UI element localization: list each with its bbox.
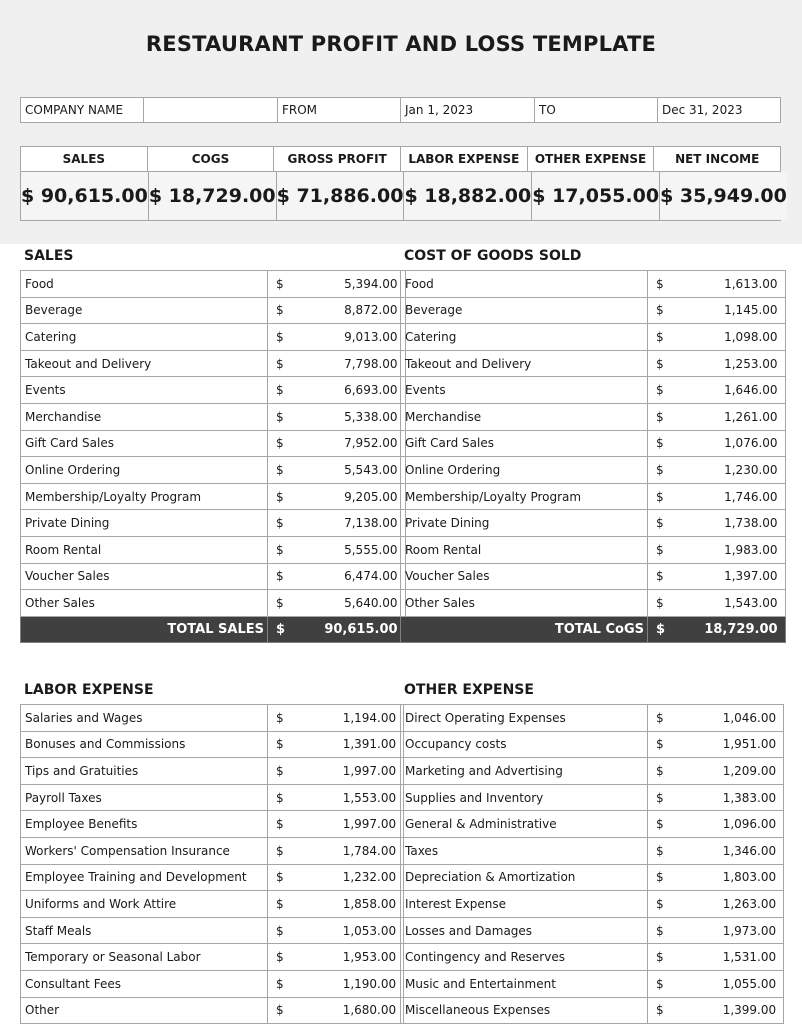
row-amount[interactable]: 1,784.00 <box>284 837 404 864</box>
row-amount[interactable]: 1,553.00 <box>284 784 404 811</box>
row-amount[interactable]: 5,338.00 <box>285 403 405 430</box>
currency-symbol: $ <box>268 350 286 377</box>
row-label: General & Administrative <box>401 811 648 838</box>
currency-symbol: $ <box>648 864 664 891</box>
currency-symbol: $ <box>268 403 286 430</box>
currency-symbol: $ <box>648 758 664 785</box>
row-label: Other Sales <box>401 590 648 617</box>
table-row <box>401 457 786 484</box>
summary-header: LABOR EXPENSE <box>401 147 528 172</box>
row-label: Employee Training and Development <box>21 864 268 891</box>
sales-section-title: SALES <box>24 248 74 264</box>
row-label: Miscellaneous Expenses <box>401 997 648 1024</box>
table-row <box>21 917 404 944</box>
row-amount[interactable]: 1,145.00 <box>665 297 785 324</box>
row-amount[interactable]: 1,997.00 <box>284 811 404 838</box>
table-row <box>401 997 784 1024</box>
row-label: Music and Entertainment <box>401 970 648 997</box>
row-label: Interest Expense <box>401 891 648 918</box>
currency-symbol: $ <box>648 510 666 537</box>
table-row <box>21 811 404 838</box>
currency-symbol: $ <box>648 891 664 918</box>
table-row <box>21 297 406 324</box>
currency-symbol: $ <box>268 324 286 351</box>
currency-symbol: $ <box>648 705 664 732</box>
total-row <box>21 616 406 643</box>
row-label: Marketing and Advertising <box>401 758 648 785</box>
labor-section-title: LABOR EXPENSE <box>24 682 154 698</box>
row-label: Private Dining <box>21 510 268 537</box>
row-amount[interactable]: 1,680.00 <box>284 997 404 1024</box>
from-label: FROM <box>278 98 401 122</box>
table-row <box>21 403 406 430</box>
table-row <box>401 784 784 811</box>
table-row <box>401 758 784 785</box>
currency-symbol: $ <box>648 837 664 864</box>
currency-symbol: $ <box>268 891 284 918</box>
labor-expense-table <box>20 704 404 1024</box>
currency-symbol: $ <box>648 997 664 1024</box>
row-label: Room Rental <box>21 536 268 563</box>
row-label: Events <box>401 377 648 404</box>
row-label: Workers' Compensation Insurance <box>21 837 268 864</box>
table-row <box>21 944 404 971</box>
currency-symbol: $ <box>268 536 286 563</box>
row-amount[interactable]: 1,190.00 <box>284 970 404 997</box>
total-label: TOTAL CoGS <box>401 616 648 643</box>
row-label: Takeout and Delivery <box>21 350 268 377</box>
currency-symbol: $ <box>268 864 284 891</box>
row-label: Food <box>401 271 648 298</box>
row-label: Catering <box>21 324 268 351</box>
row-label: Catering <box>401 324 648 351</box>
currency-symbol: $ <box>268 784 284 811</box>
currency-symbol: $ <box>268 563 286 590</box>
row-amount[interactable]: 1,803.00 <box>664 864 784 891</box>
table-row <box>21 837 404 864</box>
table-row <box>21 563 406 590</box>
info-row <box>20 97 781 123</box>
row-amount[interactable]: 1,232.00 <box>284 864 404 891</box>
currency-symbol: $ <box>648 483 666 510</box>
summary-header: COGS <box>148 147 275 172</box>
row-amount[interactable]: 7,798.00 <box>285 350 405 377</box>
table-row <box>21 377 406 404</box>
row-amount[interactable]: 1,399.00 <box>664 997 784 1024</box>
row-amount[interactable]: 7,138.00 <box>285 510 405 537</box>
table-row <box>21 758 404 785</box>
table-row <box>401 430 786 457</box>
row-label: Supplies and Inventory <box>401 784 648 811</box>
currency-symbol: $ <box>648 403 666 430</box>
table-row <box>21 784 404 811</box>
table-row <box>21 510 406 537</box>
row-amount[interactable]: 1,209.00 <box>664 758 784 785</box>
row-amount[interactable]: 9,013.00 <box>285 324 405 351</box>
summary-header: SALES <box>21 147 148 172</box>
row-label: Uniforms and Work Attire <box>21 891 268 918</box>
row-label: Beverage <box>21 297 268 324</box>
row-amount[interactable]: 1,098.00 <box>665 324 785 351</box>
row-label: Events <box>21 377 268 404</box>
table-row <box>401 731 784 758</box>
table-row <box>401 350 786 377</box>
from-date-field[interactable]: Jan 1, 2023 <box>401 98 535 122</box>
row-label: Consultant Fees <box>21 970 268 997</box>
summary-value-labor-expense: $ 18,882.00 <box>404 172 532 220</box>
row-amount[interactable]: 1,397.00 <box>665 563 785 590</box>
currency-symbol: $ <box>648 731 664 758</box>
currency-symbol: $ <box>648 430 666 457</box>
row-label: Online Ordering <box>401 457 648 484</box>
row-label: Gift Card Sales <box>21 430 268 457</box>
row-amount[interactable]: 1,346.00 <box>664 837 784 864</box>
row-amount[interactable]: 1,973.00 <box>664 917 784 944</box>
currency-symbol: $ <box>268 616 286 643</box>
table-row <box>401 324 786 351</box>
table-row <box>21 430 406 457</box>
table-row <box>21 590 406 617</box>
row-label: Other <box>21 997 268 1024</box>
row-amount[interactable]: 1,646.00 <box>665 377 785 404</box>
currency-symbol: $ <box>648 616 666 643</box>
table-row <box>21 997 404 1024</box>
summary-value-cogs: $ 18,729.00 <box>149 172 277 220</box>
table-row <box>401 403 786 430</box>
row-label: Bonuses and Commissions <box>21 731 268 758</box>
row-label: Occupancy costs <box>401 731 648 758</box>
row-amount[interactable]: 1,531.00 <box>664 944 784 971</box>
row-label: Membership/Loyalty Program <box>21 483 268 510</box>
row-amount[interactable]: 1,953.00 <box>284 944 404 971</box>
row-amount[interactable]: 1,543.00 <box>665 590 785 617</box>
row-label: Gift Card Sales <box>401 430 648 457</box>
table-row <box>21 536 406 563</box>
table-row <box>21 731 404 758</box>
row-amount[interactable]: 1,055.00 <box>664 970 784 997</box>
row-label: Takeout and Delivery <box>401 350 648 377</box>
row-amount[interactable]: 8,872.00 <box>285 297 405 324</box>
row-label: Contingency and Reserves <box>401 944 648 971</box>
row-amount[interactable]: 1,391.00 <box>284 731 404 758</box>
currency-symbol: $ <box>268 271 286 298</box>
row-label: Voucher Sales <box>401 563 648 590</box>
currency-symbol: $ <box>648 590 666 617</box>
currency-symbol: $ <box>268 917 284 944</box>
page-title: RESTAURANT PROFIT AND LOSS TEMPLATE <box>145 32 657 56</box>
cogs-section-title: COST OF GOODS SOLD <box>404 248 582 264</box>
summary-value-row <box>21 172 787 220</box>
table-row <box>401 837 784 864</box>
row-label: Voucher Sales <box>21 563 268 590</box>
total-row <box>401 616 786 643</box>
currency-symbol: $ <box>268 944 284 971</box>
row-label: Merchandise <box>21 403 268 430</box>
row-amount[interactable]: 5,394.00 <box>285 271 405 298</box>
currency-symbol: $ <box>268 590 286 617</box>
summary-table <box>20 146 787 221</box>
currency-symbol: $ <box>268 731 284 758</box>
currency-symbol: $ <box>268 758 284 785</box>
table-row <box>401 483 786 510</box>
row-label: Other Sales <box>21 590 268 617</box>
currency-symbol: $ <box>648 377 666 404</box>
summary-header: GROSS PROFIT <box>274 147 401 172</box>
currency-symbol: $ <box>268 811 284 838</box>
row-amount[interactable]: 5,555.00 <box>285 536 405 563</box>
row-amount[interactable]: 1,383.00 <box>664 784 784 811</box>
currency-symbol: $ <box>268 837 284 864</box>
table-row <box>21 891 404 918</box>
currency-symbol: $ <box>268 970 284 997</box>
to-date-field[interactable]: Dec 31, 2023 <box>662 103 743 117</box>
currency-symbol: $ <box>268 430 286 457</box>
row-label: Tips and Gratuities <box>21 758 268 785</box>
row-amount[interactable]: 1,261.00 <box>665 403 785 430</box>
row-label: Direct Operating Expenses <box>401 705 648 732</box>
row-label: Temporary or Seasonal Labor <box>21 944 268 971</box>
currency-symbol: $ <box>268 297 286 324</box>
row-amount[interactable]: 6,693.00 <box>285 377 405 404</box>
table-row <box>401 917 784 944</box>
row-amount[interactable]: 1,096.00 <box>664 811 784 838</box>
currency-symbol: $ <box>648 563 666 590</box>
row-amount[interactable]: 1,613.00 <box>665 271 785 298</box>
table-row <box>21 457 406 484</box>
row-amount[interactable]: 1,194.00 <box>284 705 404 732</box>
row-label: Merchandise <box>401 403 648 430</box>
currency-symbol: $ <box>268 483 286 510</box>
row-amount[interactable]: 1,983.00 <box>665 536 785 563</box>
summary-header-row <box>21 147 780 172</box>
currency-symbol: $ <box>648 350 666 377</box>
table-row <box>21 324 406 351</box>
table-row <box>21 350 406 377</box>
currency-symbol: $ <box>268 510 286 537</box>
company-name-field[interactable] <box>144 98 278 122</box>
row-amount[interactable]: 1,046.00 <box>664 705 784 732</box>
row-label: Taxes <box>401 837 648 864</box>
row-amount[interactable]: 1,858.00 <box>284 891 404 918</box>
row-amount[interactable]: 5,640.00 <box>285 590 405 617</box>
summary-header: OTHER EXPENSE <box>528 147 655 172</box>
row-amount[interactable]: 1,746.00 <box>665 483 785 510</box>
currency-symbol: $ <box>648 271 666 298</box>
row-label: Room Rental <box>401 536 648 563</box>
row-label: Payroll Taxes <box>21 784 268 811</box>
row-amount[interactable]: 1,076.00 <box>665 430 785 457</box>
row-label: Employee Benefits <box>21 811 268 838</box>
row-amount[interactable]: 9,205.00 <box>285 483 405 510</box>
currency-symbol: $ <box>648 917 664 944</box>
currency-symbol: $ <box>648 784 664 811</box>
currency-symbol: $ <box>268 705 284 732</box>
summary-value-other-expense: $ 17,055.00 <box>532 172 660 220</box>
table-row <box>401 590 786 617</box>
table-row <box>21 271 406 298</box>
summary-value-gross-profit: $ 71,886.00 <box>277 172 405 220</box>
row-amount[interactable]: 5,543.00 <box>285 457 405 484</box>
row-amount[interactable]: 1,738.00 <box>665 510 785 537</box>
row-amount[interactable]: 1,253.00 <box>665 350 785 377</box>
table-row <box>401 811 784 838</box>
row-amount[interactable]: 7,952.00 <box>285 430 405 457</box>
total-label: TOTAL SALES <box>21 616 268 643</box>
row-label: Private Dining <box>401 510 648 537</box>
company-name-label: COMPANY NAME <box>21 98 144 122</box>
table-row <box>401 377 786 404</box>
currency-symbol: $ <box>648 457 666 484</box>
table-row <box>401 864 784 891</box>
table-row <box>21 483 406 510</box>
table-row <box>401 563 786 590</box>
table-row <box>401 271 786 298</box>
row-label: Losses and Damages <box>401 917 648 944</box>
sales-table <box>20 270 406 643</box>
row-amount[interactable]: 6,474.00 <box>285 563 405 590</box>
currency-symbol: $ <box>268 457 286 484</box>
currency-symbol: $ <box>648 970 664 997</box>
summary-value-net-income: $ 35,949.00 <box>660 172 787 220</box>
row-label: Staff Meals <box>21 917 268 944</box>
row-label: Food <box>21 271 268 298</box>
row-label: Salaries and Wages <box>21 705 268 732</box>
to-label: TO <box>535 98 658 122</box>
other-expense-table <box>400 704 784 1024</box>
total-amount: 18,729.00 <box>665 616 785 643</box>
currency-symbol: $ <box>268 377 286 404</box>
currency-symbol: $ <box>648 536 666 563</box>
table-row <box>401 705 784 732</box>
currency-symbol: $ <box>648 944 664 971</box>
table-row <box>401 297 786 324</box>
table-row <box>401 536 786 563</box>
cogs-table <box>400 270 786 643</box>
row-amount[interactable]: 1,053.00 <box>284 917 404 944</box>
row-amount[interactable]: 1,951.00 <box>664 731 784 758</box>
currency-symbol: $ <box>648 324 666 351</box>
row-amount[interactable]: 1,230.00 <box>665 457 785 484</box>
row-label: Beverage <box>401 297 648 324</box>
table-row <box>21 705 404 732</box>
row-label: Membership/Loyalty Program <box>401 483 648 510</box>
table-row <box>401 970 784 997</box>
table-row <box>401 510 786 537</box>
total-amount: 90,615.00 <box>285 616 405 643</box>
other-section-title: OTHER EXPENSE <box>404 682 534 698</box>
row-label: Online Ordering <box>21 457 268 484</box>
row-amount[interactable]: 1,997.00 <box>284 758 404 785</box>
table-row <box>21 970 404 997</box>
row-label: Depreciation & Amortization <box>401 864 648 891</box>
table-row <box>21 864 404 891</box>
table-row <box>401 891 784 918</box>
currency-symbol: $ <box>648 811 664 838</box>
currency-symbol: $ <box>648 297 666 324</box>
summary-value-sales: $ 90,615.00 <box>21 172 149 220</box>
row-amount[interactable]: 1,263.00 <box>664 891 784 918</box>
currency-symbol: $ <box>268 997 284 1024</box>
table-row <box>401 944 784 971</box>
summary-header: NET INCOME <box>654 147 780 172</box>
